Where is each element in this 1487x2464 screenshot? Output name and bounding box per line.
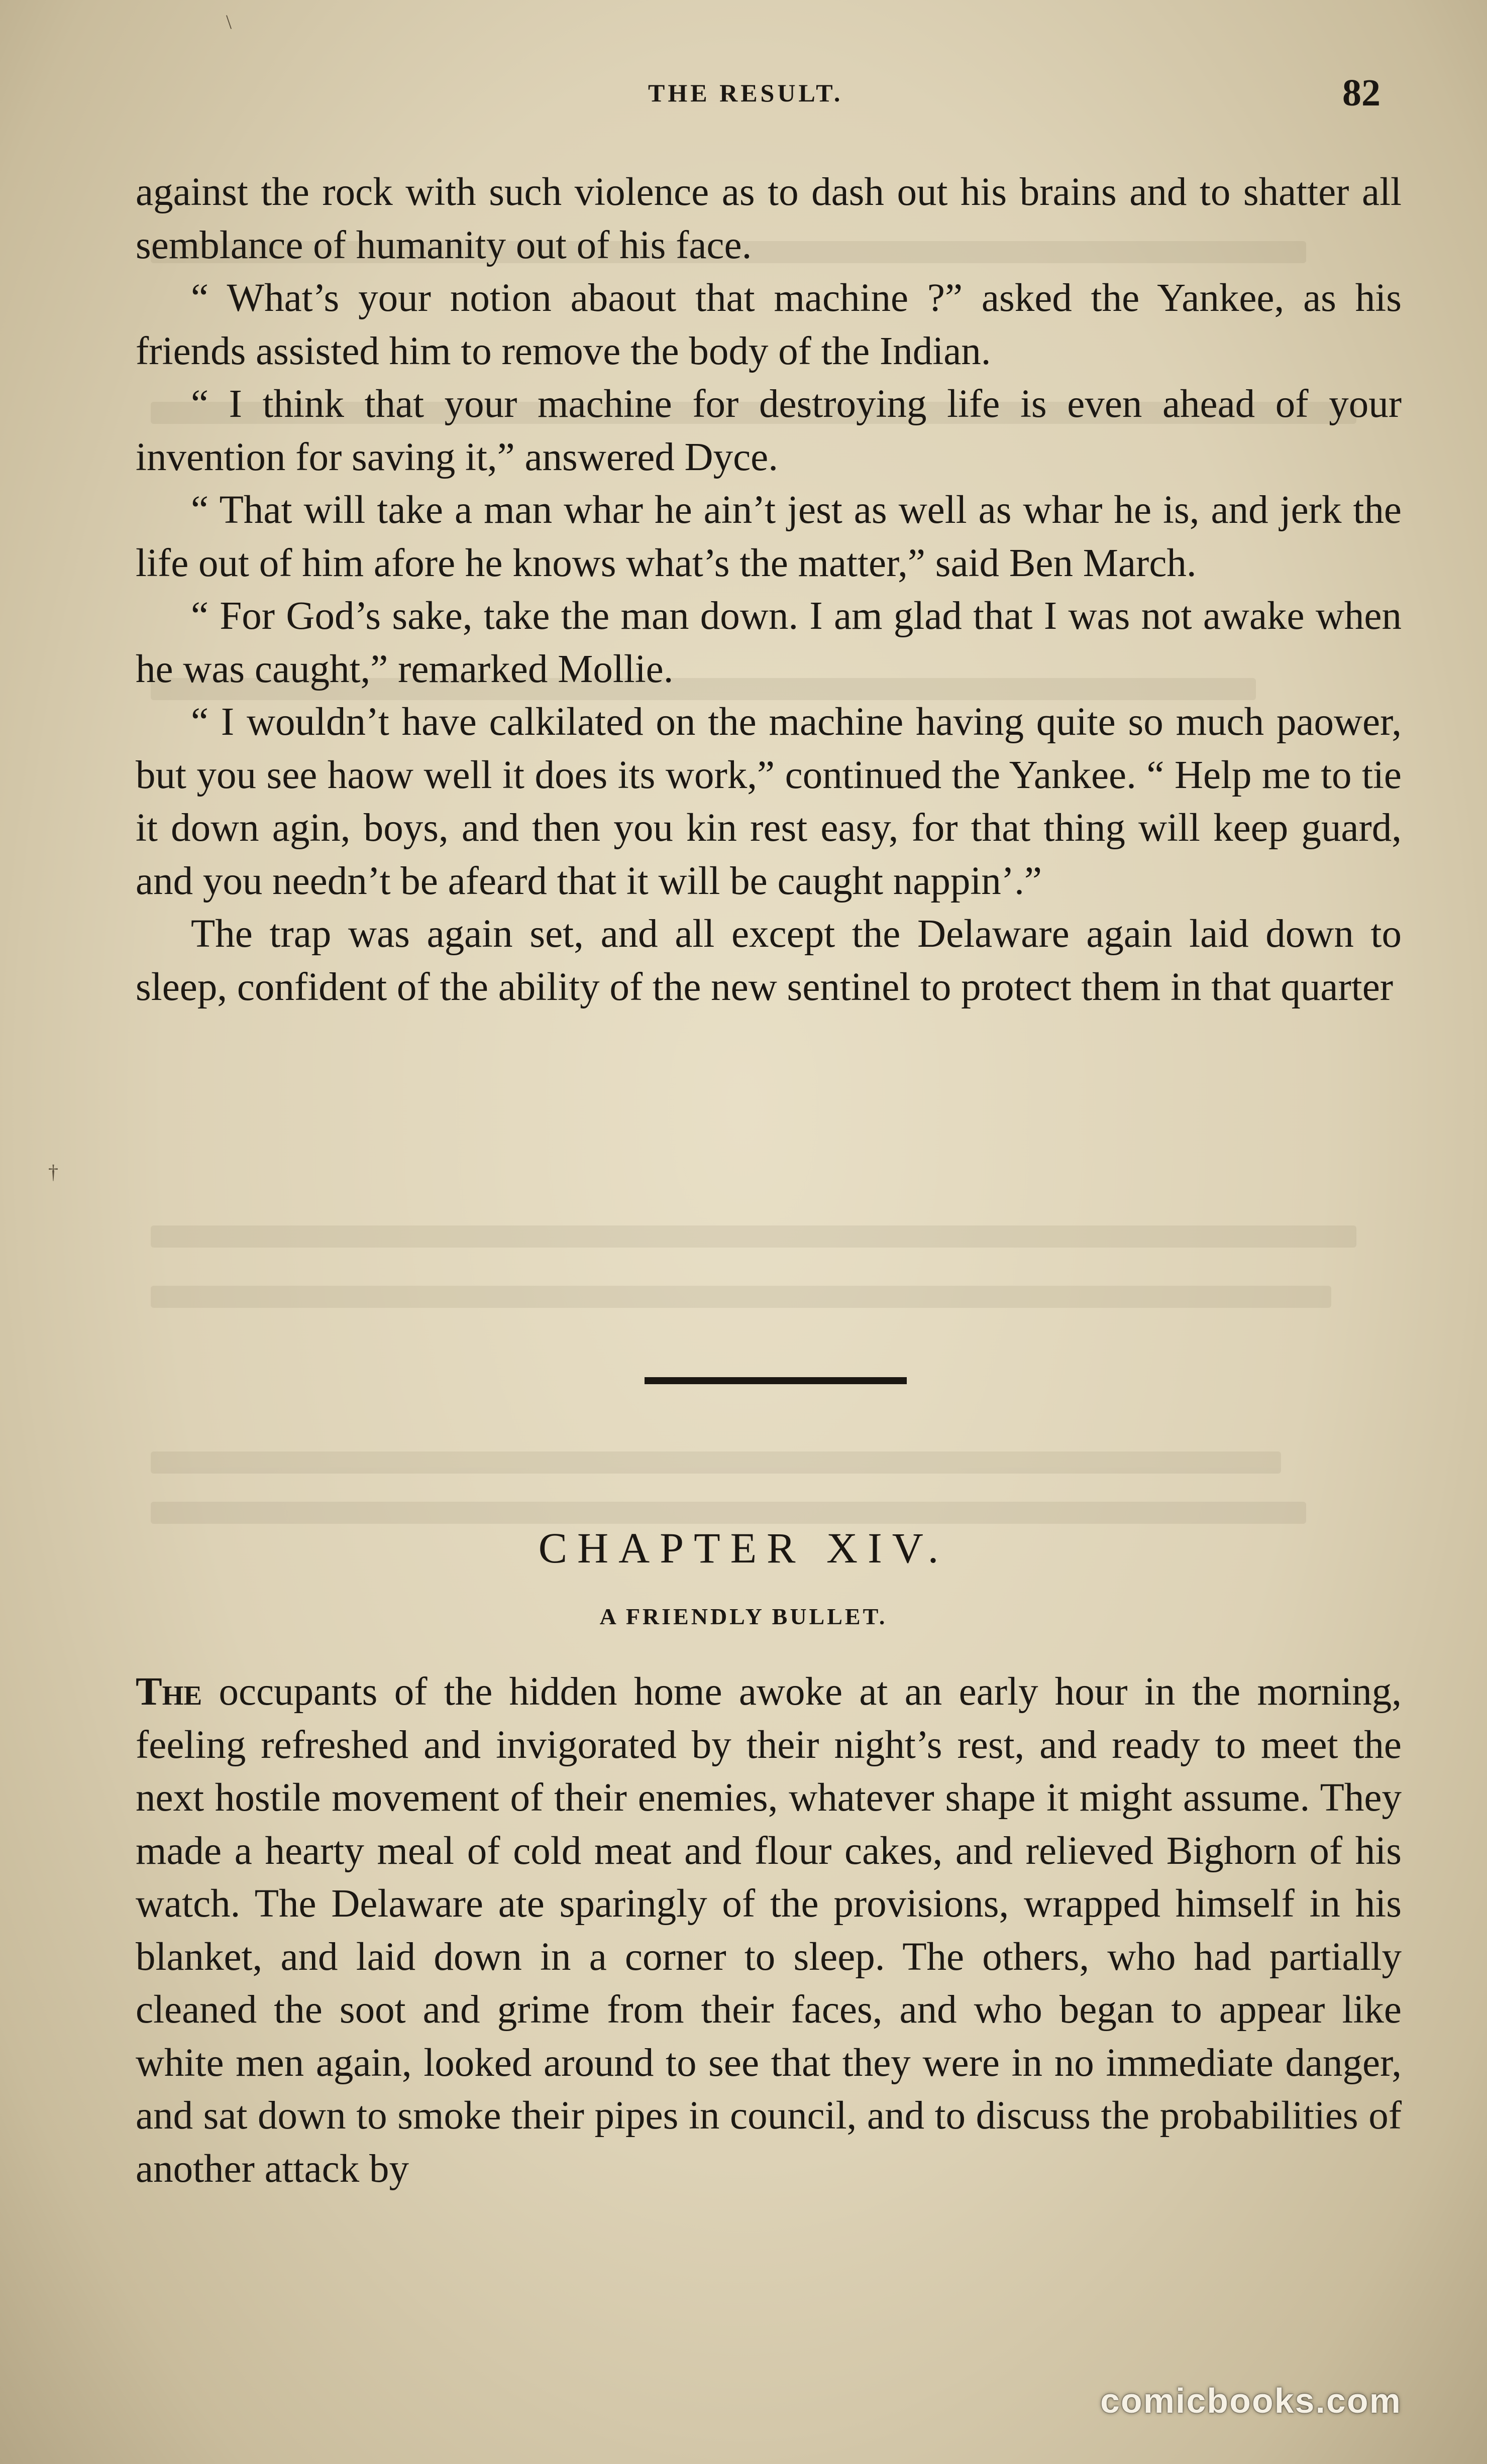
paragraph: “ I wouldn’t have calkilated on the machine having quite so much paower, but you see haow well it does its work,” continued the Yankee. “ Help me to tie it down agin, boys, and then you kin rest easy, for that thing will keep guard, and you needn’t be afeard that it will be caught nappin’.”	[136, 700, 1402, 903]
paragraph: The trap was again set, and all except the Delaware again laid down to sleep, confident of the ability of the new sentinel to protect them in that quarter	[136, 912, 1402, 1009]
body-text-bottom	[136, 1665, 1402, 2195]
paragraph: against the rock with such violence as to dash out his brains and to shatter all semblance of humanity out of his face.	[136, 170, 1402, 267]
paragraph	[136, 1665, 1402, 2195]
paragraph: “ I think that your machine for destroying life is even ahead of your invention for saving it,” answered Dyce.	[136, 382, 1402, 479]
watermark: comicbooks.com	[1100, 2381, 1402, 2420]
ink-speck: \	[226, 11, 232, 33]
page-number: 82	[1342, 72, 1380, 114]
paragraph: “ For God’s sake, take the man down. I am glad that I was not awake when he was caught,” remarked Mollie.	[136, 594, 1402, 691]
lead-word: The	[136, 1670, 202, 1714]
paragraph: “ What’s your notion abaout that machine ?” asked the Yankee, as his friends assisted him to remove the body of the Indian.	[136, 276, 1402, 373]
ink-speck: †	[48, 1161, 58, 1183]
show-through-line	[151, 1225, 1356, 1248]
show-through-line	[151, 1286, 1331, 1308]
chapter-title: CHAPTER XIV.	[538, 1524, 949, 1572]
page-header	[0, 72, 1487, 121]
show-through-line	[151, 1502, 1306, 1524]
running-title: THE RESULT.	[648, 79, 843, 107]
section-divider	[645, 1377, 907, 1384]
paragraph: “ That will take a man whar he ain’t jest as well as whar he is, and jerk the life out of him afore he knows what’s the matter,” said Ben March.	[136, 488, 1402, 585]
paragraph-text: occupants of the hidden home awoke at an early hour in the morning, feeling refreshed and invigorated by their night’s rest, and ready to meet the next hostile movement of their enemies, whatever shape it might assume. They made a hearty meal of cold meat and flour cakes, and relieved Bighorn of his watch. The Delaware ate sparingly of the provisions, wrapped himself in his blanket, and laid down in a corner to sleep. The others, who had partially cleaned the soot and grime from their faces, and who began to appear like white men again, looked around to see that they were in no immediate danger, and sat down to smoke their pipes in council, and to discuss the probabilities of another attack by	[136, 1670, 1402, 2191]
chapter-subtitle: A FRIENDLY BULLET.	[599, 1604, 888, 1629]
body-text-top	[136, 166, 1402, 1014]
show-through-line	[151, 1451, 1281, 1474]
